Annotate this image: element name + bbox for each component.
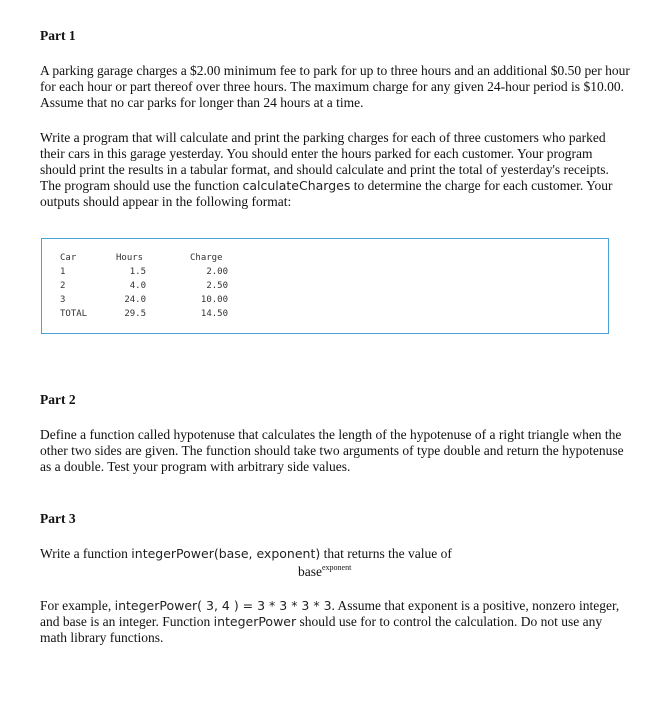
- part3-line-1-text-b: that returns the value of: [320, 546, 452, 561]
- part1-paragraph-2-text-b: to determine the charge for each customer. Your outputs should appear in the following format:: [40, 178, 613, 209]
- integer-power-example-code: integerPower( 3, 4 ) = 3 * 3 * 3 * 3: [114, 598, 332, 613]
- part2-heading: Part 2: [40, 392, 76, 407]
- exponent-word: exponent: [322, 563, 352, 572]
- header-car: Car: [60, 253, 77, 263]
- power-expression: [298, 560, 351, 580]
- row-1-hours: 1.5: [129, 267, 146, 277]
- total-charge: 14.50: [200, 309, 228, 319]
- row-2-hours: 4.0: [129, 281, 146, 291]
- header-charge: Charge: [190, 253, 223, 263]
- total-label: TOTAL: [60, 309, 88, 319]
- part3-paragraph-2-text-b: . Assume that exponent is a positive, nonzero integer, and base is an integer. Function: [40, 598, 620, 629]
- integer-power-name-code: integerPower: [213, 614, 297, 629]
- base-word: base: [298, 564, 322, 579]
- part1-heading: Part 1: [40, 28, 76, 43]
- total-hours: 29.5: [124, 309, 146, 319]
- row-1-charge: 2.00: [206, 267, 228, 277]
- part3-paragraph-2-text-a: For example,: [40, 598, 115, 613]
- calculate-charges-code: calculateCharges: [242, 178, 351, 193]
- part3-paragraph-2: [40, 598, 630, 646]
- row-2-car: 2: [60, 281, 66, 291]
- part1-paragraph-2-text-a: Write a program that will calculate and print the parking charges for each of three customers who parked their cars in this garage yesterday. You should enter the hours parked for each customer. Your program should print the results in a tabular format, and should calculate and print the total of yesterday's receipts. The program should use the function: [40, 130, 609, 193]
- row-1-car: 1: [60, 267, 66, 277]
- header-hours: Hours: [116, 253, 144, 263]
- sample-output-box: [41, 238, 609, 334]
- row-3-hours: 24.0: [124, 295, 146, 305]
- part1-paragraph-1: A parking garage charges a $2.00 minimum fee to park for up to three hours and an additional $0.50 per hour for each hour or part thereof over three hours. The maximum charge for any given 24-hour period is $10.00. Assume that no car parks for longer than 24 hours at a time.: [40, 63, 630, 110]
- part3-heading: Part 3: [40, 511, 76, 526]
- part1-paragraph-2: [40, 130, 630, 210]
- integer-power-signature-code: integerPower(base, exponent): [131, 546, 321, 561]
- row-2-charge: 2.50: [206, 281, 228, 291]
- part3-line-1-text-a: Write a function: [40, 546, 132, 561]
- row-3-charge: 10.00: [200, 295, 228, 305]
- part2-paragraph: Define a function called hypotenuse that calculates the length of the hypotenuse of a right triangle when the other two sides are given. The function should take two arguments of type double and return the hypotenuse as a double. Test your program with arbitrary side values.: [40, 427, 624, 474]
- row-3-car: 3: [60, 295, 66, 305]
- part3-paragraph-2-text-c: should use for to control the calculation. Do not use any math library functions.: [40, 614, 603, 645]
